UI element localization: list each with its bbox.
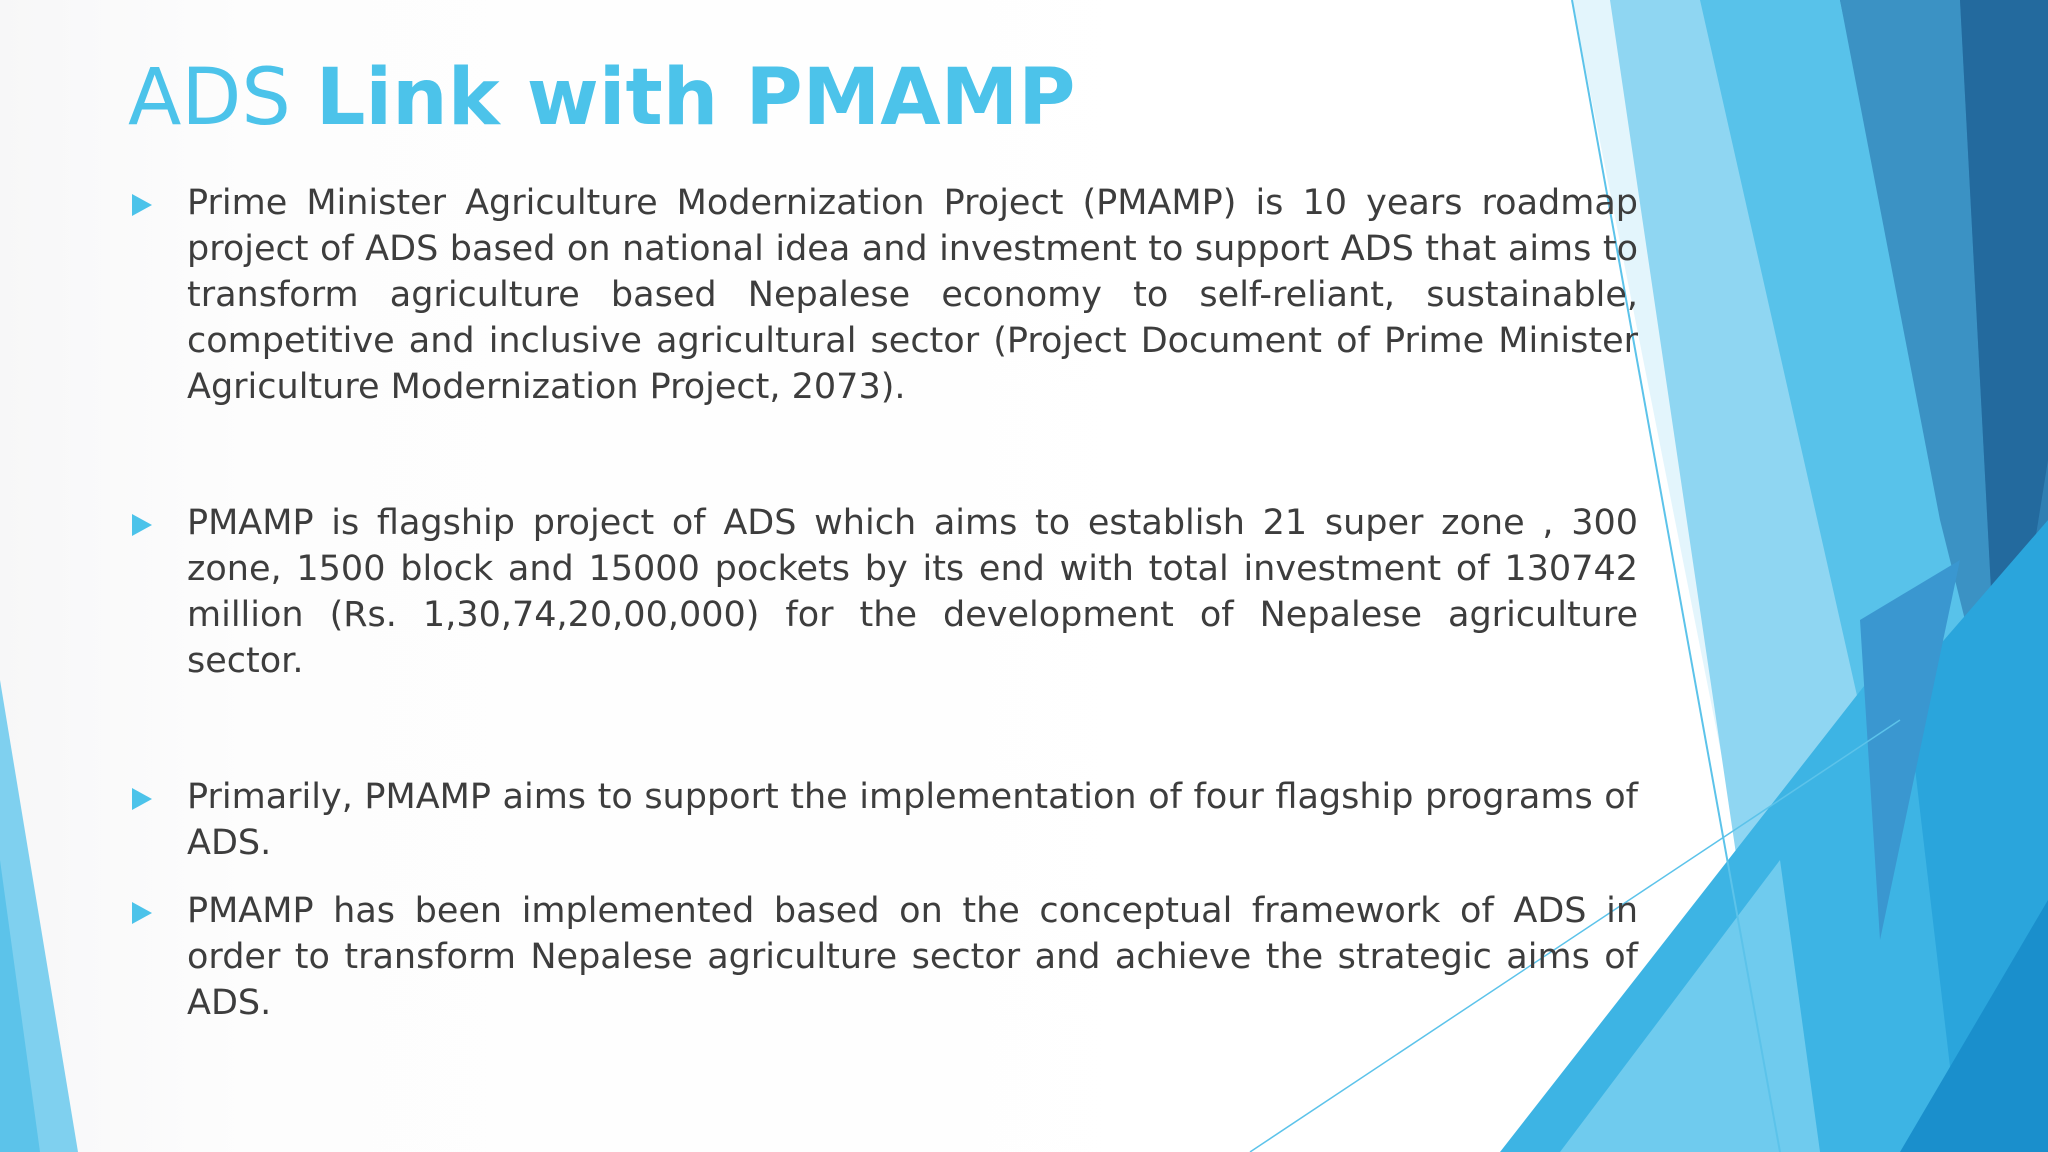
- bullet-item: [128, 774, 1638, 866]
- bullet-text: PMAMP has been implemented based on the conceptual framework of ADS in order to transform Nepalese agriculture sector and achieve the strategic aims of ADS.: [187, 891, 1638, 1023]
- slide-title: [128, 48, 1075, 148]
- title-prefix: ADS: [128, 53, 316, 143]
- title-main: Link with PMAMP: [315, 53, 1076, 143]
- bullet-item: [128, 180, 1638, 410]
- bullet-list: [128, 180, 1638, 1026]
- bullet-item: [128, 888, 1638, 1026]
- triangle-right-bullet-icon: [132, 902, 152, 924]
- bullet-text: PMAMP is flagship project of ADS which aims to establish 21 super zone , 300 zone, 1500 block and 15000 pockets by its end with total investment of 130742 million (Rs. 1,30,74,20,00,000) for the development of Nepalese agriculture sector.: [187, 503, 1638, 681]
- triangle-right-bullet-icon: [132, 788, 152, 810]
- bullet-text: Primarily, PMAMP aims to support the implementation of four flagship programs of ADS.: [187, 777, 1638, 863]
- bullet-item: [128, 500, 1638, 684]
- triangle-right-bullet-icon: [132, 514, 152, 536]
- triangle-right-bullet-icon: [132, 194, 152, 216]
- bullet-text: Prime Minister Agriculture Modernization Project (PMAMP) is 10 years roadmap project of ADS based on national idea and investment to support ADS that aims to transform agriculture based Nepalese economy to self-reliant, sustainable, competitive and inclusive agricultural sector (Project Document of Prime Minister Agriculture Modernization Project, 2073).: [187, 183, 1638, 407]
